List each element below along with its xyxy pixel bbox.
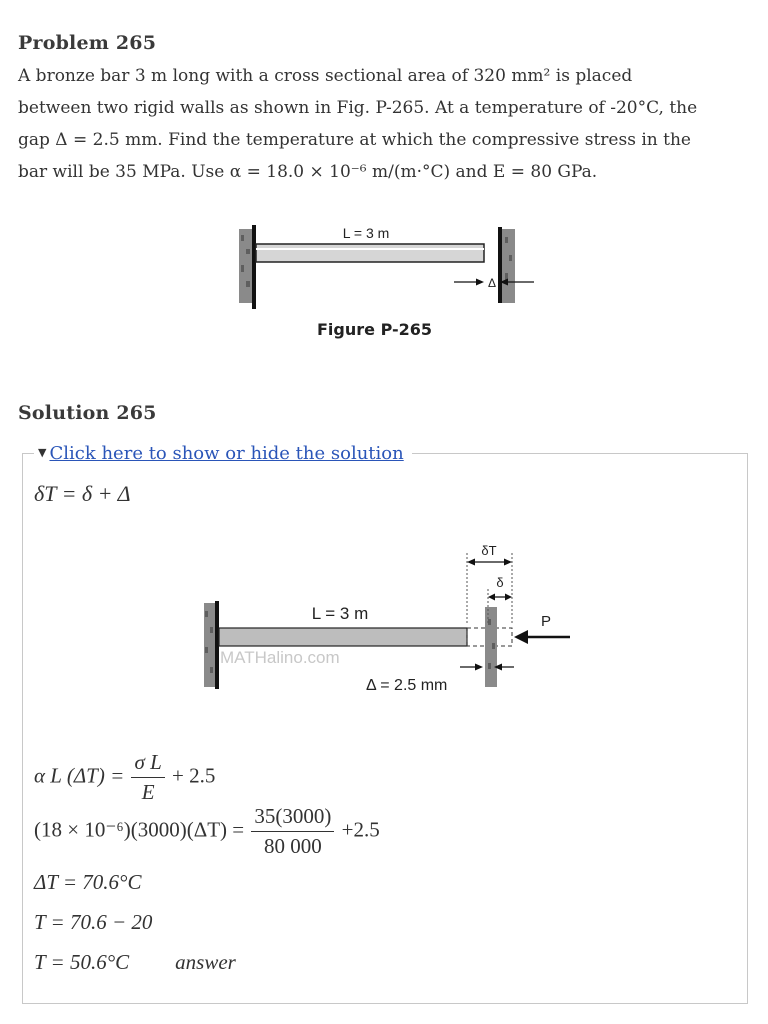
bronze-bar <box>256 244 484 262</box>
problem-title: Problem 265 <box>18 32 157 54</box>
problem-line-3: gap Δ = 2.5 mm. Find the temperature at which the compressive stress in the <box>18 130 691 150</box>
delta-t-label: δT <box>481 543 497 558</box>
figure-caption: Figure P-265 <box>317 320 433 339</box>
problem-line-4: bar will be 35 MPa. Use α = 18.0 × 10⁻⁶ m/(m·°C) and E = 80 GPa. <box>18 162 598 182</box>
bar <box>219 628 467 646</box>
equation-substitution: (18 × 10⁻⁶)(3000)(ΔT) = $\frac{35(3000)}{80 000}$ +2.5 <box>34 804 380 858</box>
solution-toggle-link[interactable]: Click here to show or hide the solution <box>49 443 404 464</box>
figure1-gap-label: Δ <box>487 276 497 290</box>
watermark: MATHalino.com <box>220 648 340 667</box>
fraction-sigma-l-over-e: $\frac{\text{σ L}}{E}$ <box>131 750 164 805</box>
equation-delta-t: ΔT = 70.6°C <box>34 870 142 894</box>
problem-line-2: between two rigid walls as shown in Fig. P-265. At a temperature of -20°C, the <box>18 98 698 118</box>
figure-solution <box>198 535 578 695</box>
caret-down-icon[interactable]: ▼ <box>38 446 47 459</box>
delta-label: δ <box>496 575 504 590</box>
figure2-length-label: L = 3 m <box>311 604 369 623</box>
left-wall-face <box>215 601 219 689</box>
solution-toggle[interactable] <box>34 440 412 467</box>
equation-delta-total: δT = δ + Δ <box>34 481 131 506</box>
figure-solution-drawing <box>198 535 578 695</box>
figure1-length-label: L = 3 m <box>342 225 390 241</box>
fraction-stress-term: $\frac{35(3000)}{80 000}$ <box>251 804 334 859</box>
left-wall-face <box>252 225 256 309</box>
equation-final-answer: T = 50.6°C answer <box>34 950 236 974</box>
figure2-gap-label: Δ = 2.5 mm <box>366 677 448 694</box>
right-wall-face <box>498 227 502 303</box>
answer-label: answer <box>175 950 236 974</box>
force-label: P <box>540 613 552 630</box>
right-wall <box>502 229 515 303</box>
equation-compatibility: α L (ΔT) = $\frac{\text{σ L}}{E}$ + 2.5 <box>34 750 216 804</box>
problem-statement <box>18 60 753 188</box>
equation-t-subtraction: T = 70.6 − 20 <box>34 910 153 934</box>
problem-line-1: A bronze bar 3 m long with a cross sectional area of 320 mm² is placed <box>18 66 633 86</box>
solution-title: Solution 265 <box>18 402 157 424</box>
